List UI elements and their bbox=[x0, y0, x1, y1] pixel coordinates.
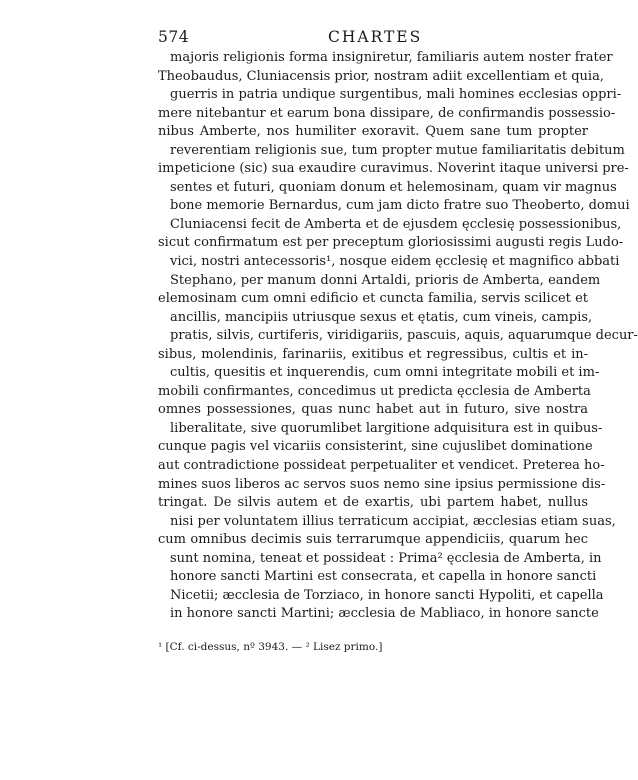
text-line: sunt nomina, teneat et possideat : Prima² ęcclesia de Amberta, in bbox=[170, 550, 602, 566]
text-line: Cluniacensi fecit de Amberta et de ejusdem ęcclesię possessionibus, bbox=[170, 216, 622, 232]
text-line: vici, nostri antecessoris¹, nosque eidem ęcclesię et magnifico abbati bbox=[170, 254, 620, 270]
text-line: bone memorie Bernardus, cum jam dicto fratre suo Theoberto, domui bbox=[170, 198, 630, 214]
text-line: pratis, silvis, curtiferis, viridigariis, pascuis, aquis, aquarumque decur- bbox=[170, 328, 638, 344]
footnote: ¹ [Cf. ci-dessus, nº 3943. — ² Lisez primo.] bbox=[158, 641, 383, 653]
text-line: honore sancti Martini est consecrata, et capella in honore sancti bbox=[170, 569, 597, 585]
text-line: mines suos liberos ac servos suos nemo sine ipsius permissione dis- bbox=[158, 476, 606, 492]
text-line: ancillis, mancipiis utriusque sexus et ętatis, cum vineis, campis, bbox=[170, 309, 593, 325]
text-line: sentes et futuri, quoniam donum et helemosinam, quam vir magnus bbox=[170, 179, 617, 195]
text-line: Stephano, per manum donni Artaldi, prioris de Amberta, eandem bbox=[170, 272, 601, 288]
text-line: nisi per voluntatem illius terraticum accipiat, æcclesias etiam suas, bbox=[170, 513, 616, 529]
text-line: sibus, molendinis, farinariis, exitibus et regressibus, cultis et in- bbox=[158, 346, 588, 362]
running-head: CHARTES bbox=[328, 28, 423, 46]
text-line: mere nitebantur et earum bona dissipare, de confirmandis possessio- bbox=[158, 105, 616, 121]
text-line: omnes possessiones, quas nunc habet aut in futuro, sive nostra bbox=[158, 402, 588, 418]
text-line: liberalitate, sive quorumlibet largitione adquisitura est in quibus- bbox=[170, 420, 603, 436]
text-line: guerris in patria undique surgentibus, mali homines ecclesias oppri- bbox=[170, 87, 622, 103]
text-line: sicut confirmatum est per preceptum gloriosissimi augusti regis Ludo- bbox=[158, 235, 624, 251]
text-line: cunque pagis vel vicariis consisterint, sine cujuslibet dominatione bbox=[158, 439, 593, 455]
text-line: elemosinam cum omni edificio et cuncta familia, servis scilicet et bbox=[158, 291, 588, 307]
text-line: Theobaudus, Cluniacensis prior, nostram adiit excellentiam et quia, bbox=[158, 68, 604, 84]
text-line: in honore sancti Martini; æcclesia de Mabliaco, in honore sancte bbox=[170, 606, 599, 622]
text-line: cum omnibus decimis suis terrarumque appendiciis, quarum hec bbox=[158, 532, 588, 548]
text-line: nibus Amberte, nos humiliter exoravit. Quem sane tum propter bbox=[158, 124, 588, 140]
text-line: aut contradictione possideat perpetualiter et vendicet. Preterea ho- bbox=[158, 458, 605, 474]
body-text bbox=[158, 49, 638, 624]
text-line: impeticione (sic) sua exaudire curavimus. Noverint itaque universi pre- bbox=[158, 161, 629, 177]
text-line: majoris religionis forma insigniretur, familiaris autem noster frater bbox=[170, 50, 613, 65]
page-header bbox=[138, 27, 608, 47]
text-line: tringat. De silvis autem et de exartis, ubi partem habet, nullus bbox=[158, 495, 588, 511]
text-line: Nicetii; æcclesia de Torziaco, in honore sancti Hypoliti, et capella bbox=[170, 587, 604, 603]
text-line: cultis, quesitis et inquerendis, cum omni integritate mobili et im- bbox=[170, 365, 600, 381]
text-line: reverentiam religionis sue, tum propter mutue familiaritatis debitum bbox=[170, 142, 625, 158]
page-number: 574 bbox=[158, 28, 190, 46]
text-line: mobili confirmantes, concedimus ut predicta ęcclesia de Amberta bbox=[158, 383, 591, 399]
